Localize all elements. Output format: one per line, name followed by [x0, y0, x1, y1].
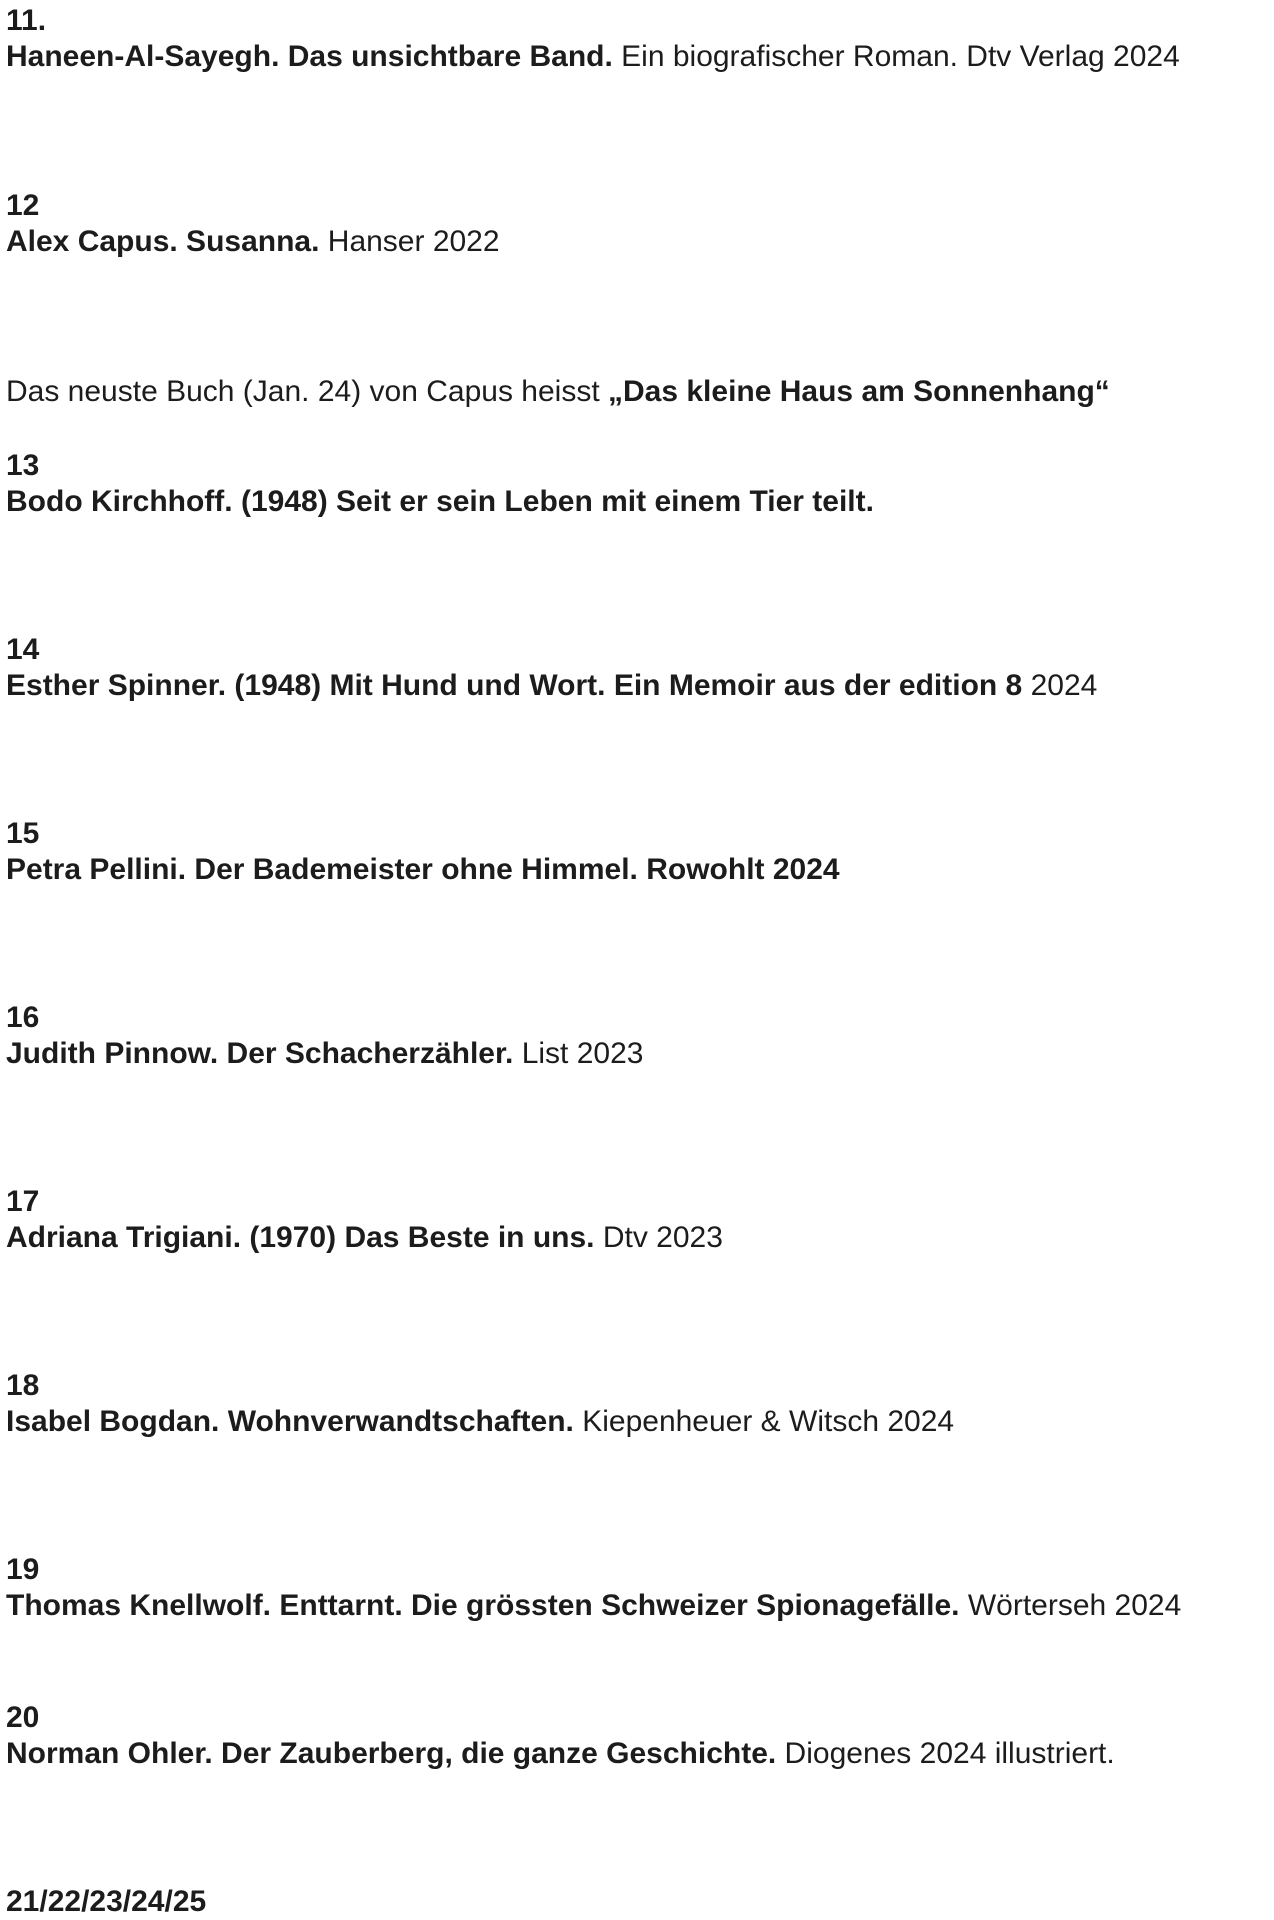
entry-title: Petra Pellini. Der Bademeister ohne Himmel. Rowohlt 2024 — [6, 853, 840, 886]
entry-details: Hanser 2022 — [319, 225, 500, 258]
entry-title: Esther Spinner. (1948) Mit Hund und Wort. Ein Memoir aus der edition 8 — [6, 669, 1023, 702]
entry-number: 17 — [6, 1185, 40, 1218]
entry-title: Alex Capus. Susanna. — [6, 225, 320, 258]
entry-text — [6, 39, 1180, 75]
entry-text — [6, 224, 500, 260]
entry-number: 11. — [6, 4, 47, 37]
entry-text — [6, 852, 840, 888]
entry-text — [6, 1588, 1181, 1624]
entry-title: Adriana Trigiani. (1970) Das Beste in uns. — [6, 1221, 595, 1254]
entry-title: Haneen-Al-Sayegh. Das unsichtbare Band. — [6, 40, 613, 73]
note-book-title: „Das kleine Haus am Sonnenhang“ — [608, 375, 1110, 408]
entry-number: 18 — [6, 1369, 40, 1402]
entry-details: List 2023 — [513, 1037, 644, 1070]
entry-details: Ein biografischer Roman. Dtv Verlag 2024 — [612, 40, 1180, 73]
entry-text — [6, 1404, 954, 1440]
entry-title: Thomas Knellwolf. Enttarnt. Die grössten Schweizer Spionagefälle. — [6, 1589, 960, 1622]
entry-text — [6, 1736, 1115, 1772]
entry-details: 2024 — [1022, 669, 1098, 702]
entry-title: Norman Ohler. Der Zauberberg, die ganze Geschichte. — [6, 1737, 777, 1770]
entry-number: 13 — [6, 449, 40, 482]
entry-number: 19 — [6, 1553, 40, 1586]
entry-details: Diogenes 2024 illustriert. — [776, 1737, 1115, 1770]
entry-details: Wörterseh 2024 — [959, 1589, 1182, 1622]
footer-numbers: 21/22/23/24/25 — [6, 1885, 207, 1918]
entry-number: 14 — [6, 633, 40, 666]
entry-number: 15 — [6, 817, 40, 850]
entry-title: Isabel Bogdan. Wohnverwandtschaften. — [6, 1405, 574, 1438]
entry-number: 16 — [6, 1001, 40, 1034]
entry-text — [6, 1036, 643, 1072]
entry-details: Kiepenheuer & Witsch 2024 — [573, 1405, 955, 1438]
entry-text — [6, 484, 874, 520]
entry-title: Judith Pinnow. Der Schacherzähler. — [6, 1037, 514, 1070]
entry-number: 12 — [6, 189, 40, 222]
entry-number: 20 — [6, 1701, 40, 1734]
entry-text — [6, 1220, 723, 1256]
entry-text — [6, 668, 1097, 704]
note-text: Das neuste Buch (Jan. 24) von Capus heisst — [6, 375, 608, 408]
entry-title: Bodo Kirchhoff. (1948) Seit er sein Leben mit einem Tier teilt. — [6, 485, 874, 518]
entry-details: Dtv 2023 — [594, 1221, 723, 1254]
entry-note — [6, 374, 1110, 410]
